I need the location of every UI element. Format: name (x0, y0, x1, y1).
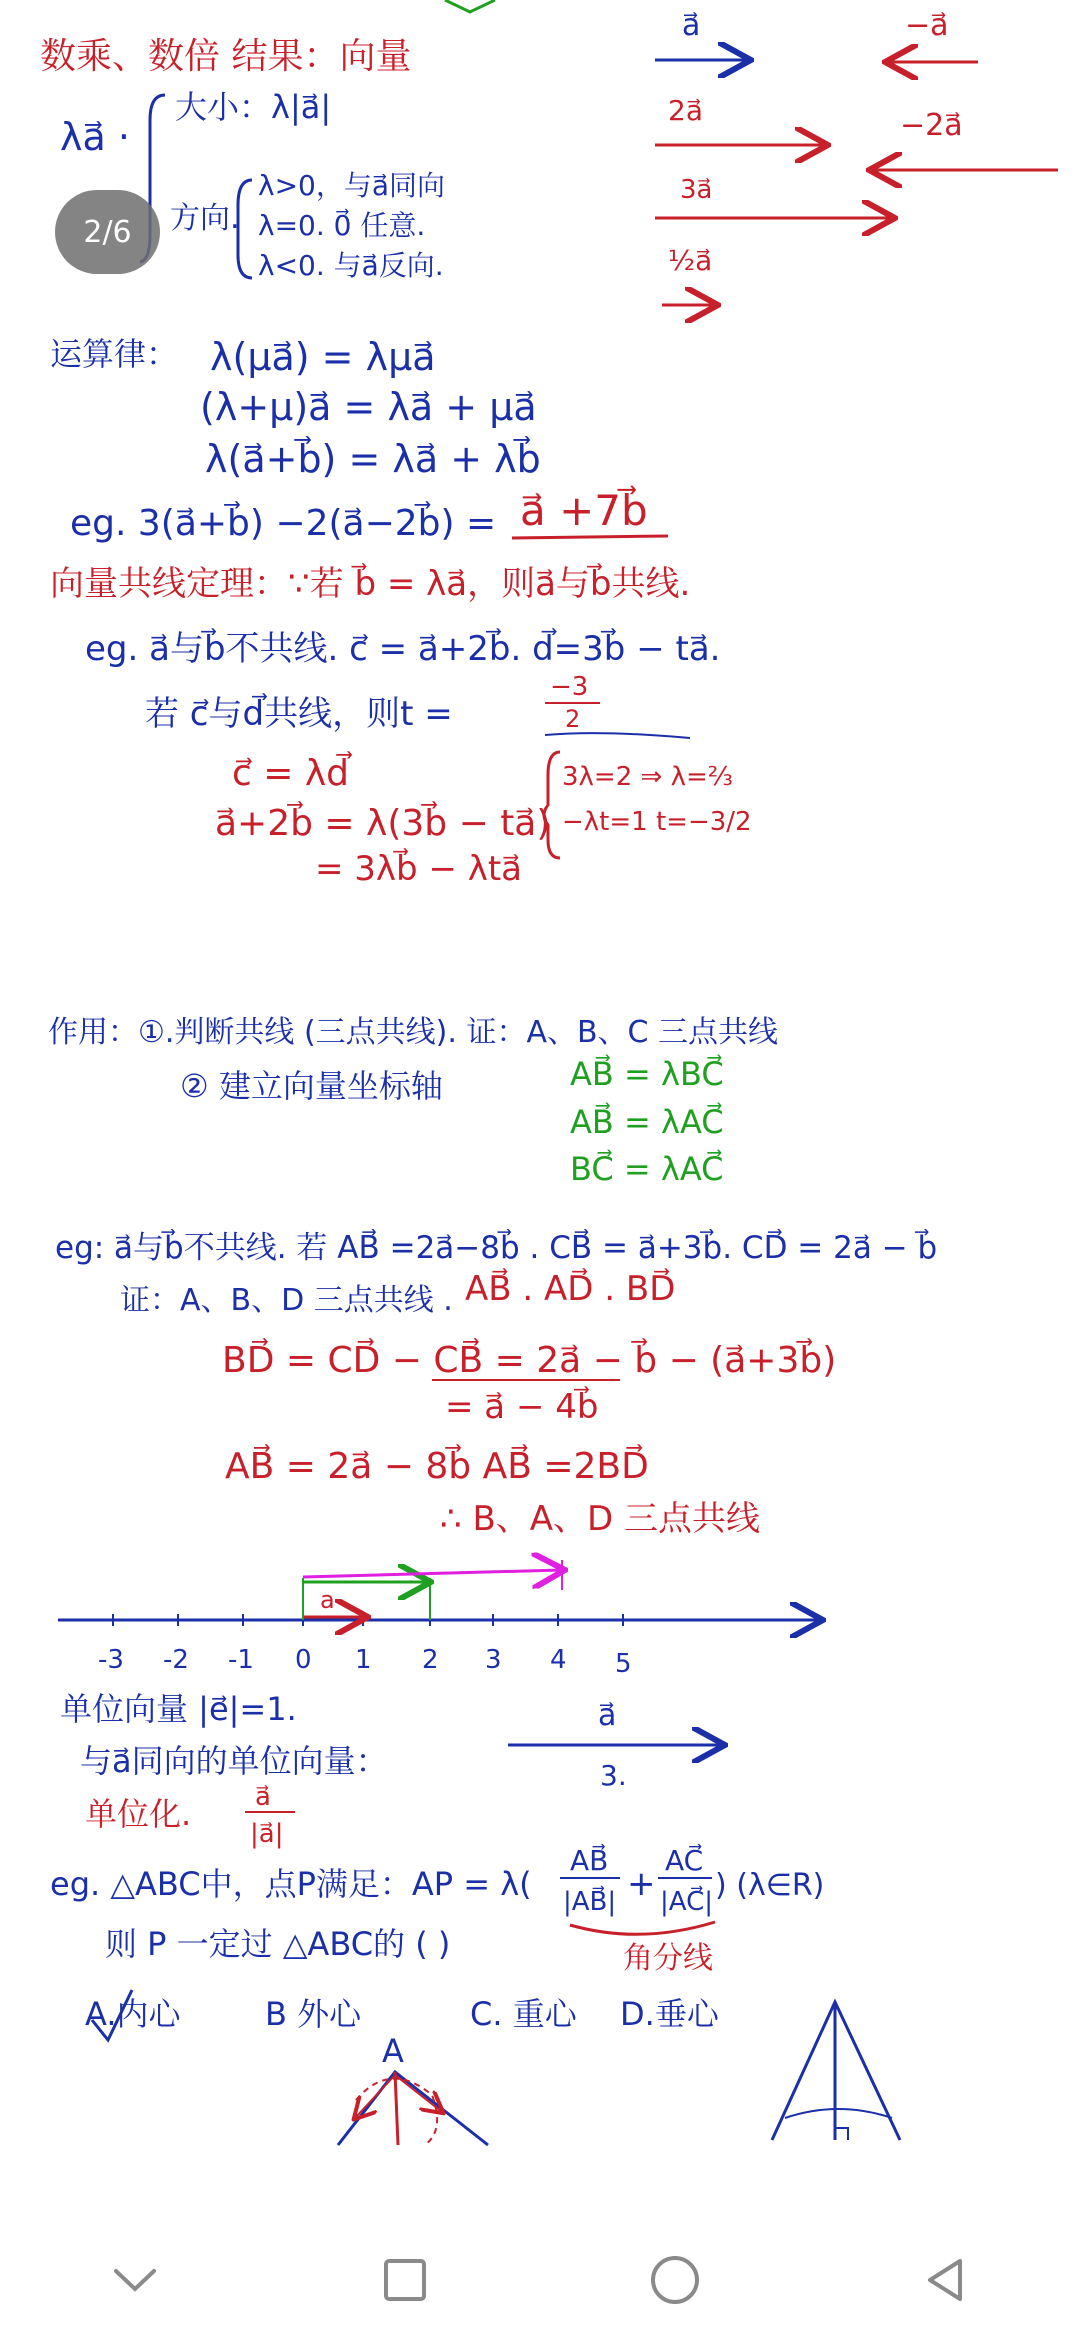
right-vec-num: a⃗ (598, 1698, 617, 1733)
eg-2: eg. a⃗与b⃗不共线. c⃗ = a⃗+2b⃗. d⃗=3b⃗ − ta⃗. (85, 629, 721, 669)
tick-label: 5 (615, 1649, 632, 1679)
eg-2-ans-num: −3 (550, 672, 589, 702)
eg-4-f1n: AB⃗ (570, 1844, 609, 1877)
eg-3a: eg: a⃗与b⃗不共线. 若 AB⃗ =2a⃗−8b⃗ . CB⃗ = a⃗+3b⃗. CD⃗ = 2a⃗ − b⃗ (55, 1230, 938, 1266)
eg-4-f2d: |AC⃗| (660, 1887, 714, 1917)
page-indicator[interactable]: 2/6 (55, 190, 160, 274)
eg-1: eg. 3(a⃗+b⃗) −2(a⃗−2b⃗) = (70, 503, 497, 544)
tick-label: 1 (355, 1645, 372, 1675)
vec-neg-a-label: −a⃗ (905, 8, 949, 43)
triangle-back-icon (920, 2255, 970, 2305)
nav-down-button[interactable] (75, 2220, 195, 2340)
dir-pos: λ>0，与a⃗同向 (258, 169, 446, 202)
line-scalar-multiply: 数乘、数倍 结果：向量 (40, 36, 412, 77)
vec-3a-label: 3a⃗ (680, 175, 713, 205)
eg-2-ans-den: 2 (565, 705, 581, 733)
step-2: a⃗+2b⃗ = λ(3b⃗ − ta⃗) (215, 803, 551, 844)
circle-home-icon (647, 2252, 703, 2308)
use-2: ② 建立向量坐标轴 (180, 1067, 443, 1105)
magenta-vector (303, 1570, 562, 1577)
step-1: c⃗ = λd⃗ (232, 753, 349, 794)
vec-neg2a-label: −2a⃗ (900, 108, 963, 143)
tick-label: 2 (422, 1645, 439, 1675)
dir-zero: λ=0. 0⃗ 任意. (258, 209, 426, 242)
tick-label: -1 (228, 1645, 254, 1675)
eg-4b: 则 P 一定过 △ABC的 ( ) (105, 1925, 451, 1963)
result-3: AB⃗ = 2a⃗ − 8b⃗ AB⃗ =2BD⃗ (225, 1446, 649, 1487)
eg-3b: 证：A、B、D 三点共线 . (120, 1283, 453, 1318)
triangle-vertex-A: A (382, 2032, 404, 2070)
unit-2: 与a⃗同向的单位向量： (80, 1742, 388, 1780)
direction-label: 方向. (170, 201, 240, 236)
collinear-3: BC⃗ = λAC⃗ (570, 1150, 724, 1188)
size-text: 大小：λ|a⃗| (175, 88, 332, 126)
eg-4-f2n: AC⃗ (665, 1844, 704, 1877)
lambda-a: λa⃗ · (60, 115, 130, 159)
eg-1-underline (512, 536, 668, 538)
bisector-underline (570, 1922, 715, 1934)
law-label: 运算律： (50, 335, 179, 373)
unit-3: 单位化. (85, 1795, 192, 1833)
tick-label: 3 (485, 1645, 502, 1675)
system-1: 3λ=2 ⇒ λ=⅔ (562, 762, 733, 792)
unit-frac-den: |a⃗| (250, 1819, 284, 1849)
tick-label: -3 (98, 1645, 124, 1675)
nav-back-button[interactable] (885, 2220, 1005, 2340)
tick-label: 4 (550, 1645, 567, 1675)
result-2: = a⃗ − 4b⃗ (445, 1387, 599, 1427)
vec-half-a-label: ½a⃗ (668, 244, 713, 277)
nav-home-button[interactable] (615, 2220, 735, 2340)
collinear-2: AB⃗ = λAC⃗ (570, 1103, 724, 1141)
eg-3c: AB⃗ . AD⃗ . BD⃗ (465, 1269, 676, 1309)
law-2: (λ+μ)a⃗ = λa⃗ + μa⃗ (200, 385, 537, 429)
result-1: BD⃗ = CD⃗ − CB⃗ = 2a⃗ − b⃗ − (a⃗+3b⃗) (222, 1340, 837, 1381)
triangle-bisector-sketch (338, 2072, 488, 2145)
vec-a-label: a⃗ (682, 8, 701, 43)
triangle-altitude-sketch (772, 2002, 900, 2140)
tick-label: -2 (163, 1645, 189, 1675)
brace-2 (238, 180, 252, 278)
right-vec-den: 3. (600, 1759, 627, 1792)
eg-1-answer: a⃗ +7b⃗ (520, 486, 648, 535)
system-2: −λt=1 t=−3/2 (562, 807, 752, 837)
navigation-bar (0, 2220, 1080, 2340)
axis-a-label: a (320, 1586, 335, 1614)
use-1: 作用：①.判断共线 (三点共线). 证：A、B、C 三点共线 (48, 1015, 779, 1050)
theorem: 向量共线定理：∵若 b⃗ = λa⃗，则a⃗与b⃗共线. (50, 564, 691, 604)
eg-2b: 若 c⃗与d⃗共线，则t = (145, 694, 453, 734)
result-4: ∴ B、A、D 三点共线 (440, 1499, 761, 1539)
eg-4a: eg. △ABC中，点P满足：AP = λ( (50, 1865, 532, 1903)
unit-1: 单位向量 |e⃗|=1. (60, 1690, 297, 1728)
option-d: D.垂心 (620, 1995, 719, 2033)
option-b: B 外心 (265, 1995, 362, 2033)
collinear-1: AB⃗ = λBC⃗ (570, 1055, 724, 1093)
unit-frac-num: a⃗ (255, 1782, 271, 1812)
eg-4-tail: ) (λ∈R) (715, 1868, 825, 1903)
nav-recents-button[interactable] (345, 2220, 465, 2340)
bisector-note: 角分线 (623, 1941, 713, 1976)
vec-2a-label: 2a⃗ (668, 94, 703, 127)
option-a: A.内心 (85, 1995, 181, 2033)
dir-neg: λ<0. 与a⃗反向. (258, 249, 444, 282)
square-recents-icon (380, 2255, 430, 2305)
eg-4-plus: + (627, 1864, 656, 1904)
option-c: C. 重心 (470, 1995, 577, 2033)
tick-label: 0 (295, 1645, 312, 1675)
eg-4-f1d: |AB⃗| (563, 1887, 617, 1917)
law-3: λ(a⃗+b⃗) = λa⃗ + λb⃗ (205, 437, 541, 481)
step-3: = 3λb⃗ − λta⃗ (315, 849, 523, 889)
chevron-down-icon (110, 2265, 160, 2295)
green-mark (445, 0, 495, 12)
eg-2-underline (545, 733, 690, 738)
law-1: λ(μa⃗) = λμa⃗ (210, 335, 436, 379)
number-line (58, 1560, 820, 1679)
